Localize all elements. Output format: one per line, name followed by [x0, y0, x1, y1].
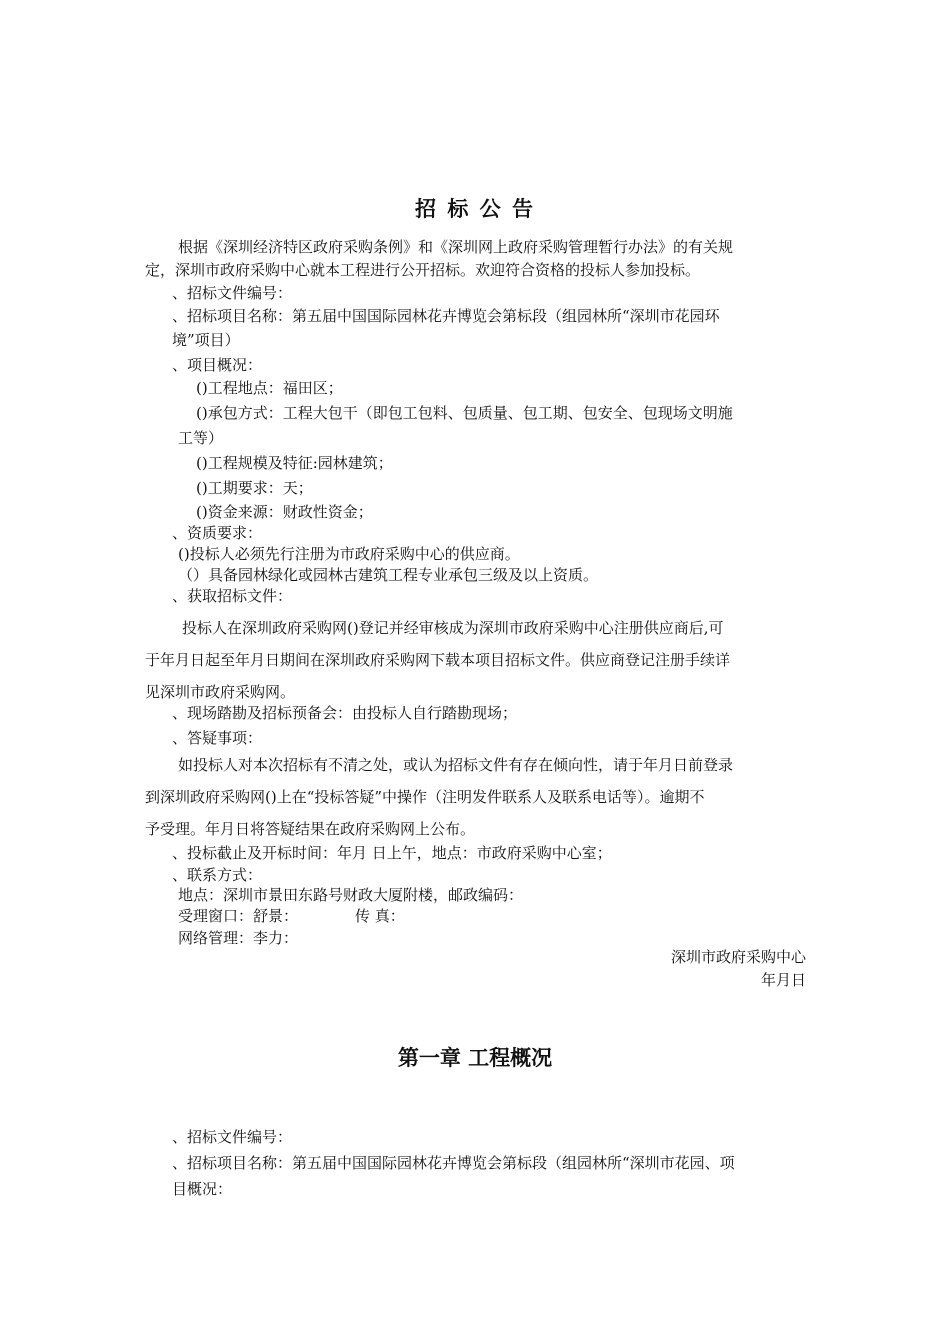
signature-org: 深圳市政府采购中心 — [670, 948, 806, 966]
item-contact: 、联系方式： — [172, 866, 263, 884]
contact-window: 受理窗口：舒景： — [178, 907, 299, 925]
qa-line-2: 到深圳政府采购网()上在“投标答疑”中操作（注明发件联系人及联系电话等）。逾期不 — [145, 788, 705, 806]
overview-contract-2: 工等） — [178, 429, 224, 447]
chapter-item-doc-no: 、招标文件编号： — [172, 1128, 293, 1146]
item-qa: 、答疑事项： — [172, 729, 263, 747]
item-project-name-2: 境”项目） — [172, 331, 240, 349]
overview-contract-1: ()承包方式：工程大包干（即包工包料、包质量、包工期、包安全、包现场文明施 — [196, 404, 733, 422]
chapter-item-project-name-2: 目概况： — [172, 1180, 233, 1198]
overview-scale: ()工程规模及特征:园林建筑； — [196, 454, 393, 472]
qualification-1: ()投标人必须先行注册为市政府采购中心的供应商。 — [178, 545, 520, 563]
qualification-2: （）具备园林绿化或园林古建筑工程专业承包三级及以上资质。 — [178, 566, 599, 584]
chapter-item-project-name-1: 、招标项目名称：第五届中国国际园林花卉博览会第标段（组园林所“深圳市花园、项 — [172, 1154, 735, 1172]
chapter-title: 第一章 工程概况 — [397, 1046, 553, 1070]
obtain-line-1: 投标人在深圳政府采购网()登记并经审核成为深圳市政府采购中心注册供应商后,可 — [182, 619, 724, 637]
item-site-visit: 、现场踏勘及招标预备会：由投标人自行踏勘现场； — [172, 704, 518, 722]
item-deadline: 、投标截止及开标时间：年月 日上午，地点：市政府采购中心室； — [172, 844, 612, 862]
obtain-line-3: 见深圳市政府采购网。 — [145, 683, 296, 701]
contact-address: 地点：深圳市景田东路号财政大厦附楼，邮政编码： — [178, 886, 524, 904]
overview-funding: ()资金来源：财政性资金； — [196, 503, 373, 521]
overview-location: ()工程地点：福田区； — [196, 379, 343, 397]
qa-line-3: 予受理。年月日将答疑结果在政府采购网上公布。 — [145, 820, 476, 838]
signature-date: 年月日 — [760, 971, 806, 989]
item-project-name-1: 、招标项目名称：第五届中国国际园林花卉博览会第标段（组园林所“深圳市花园环 — [172, 307, 720, 325]
contact-fax: 传 真： — [355, 907, 405, 925]
announcement-title: 招 标 公 告 — [415, 197, 535, 221]
qa-line-1: 如投标人对本次招标有不清之处，或认为招标文件有存在倾向性，请于年月日前登录 — [178, 756, 734, 774]
obtain-line-2: 于年月日起至年月日期间在深圳政府采购网下载本项目招标文件。供应商登记注册手续详 — [145, 651, 731, 669]
overview-duration: ()工期要求：天； — [196, 479, 313, 497]
item-doc-no: 、招标文件编号： — [172, 284, 293, 302]
intro-line-2: 定，深圳市政府采购中心就本工程进行公开招标。欢迎符合资格的投标人参加投标。 — [145, 261, 701, 279]
intro-line-1: 根据《深圳经济特区政府采购条例》和《深圳网上政府采购管理暂行办法》的有关规 — [178, 238, 734, 256]
item-qualification: 、资质要求： — [172, 524, 263, 542]
item-obtain-docs: 、获取招标文件： — [172, 587, 293, 605]
contact-network: 网络管理：李力： — [178, 929, 299, 947]
item-overview: 、项目概况： — [172, 356, 263, 374]
